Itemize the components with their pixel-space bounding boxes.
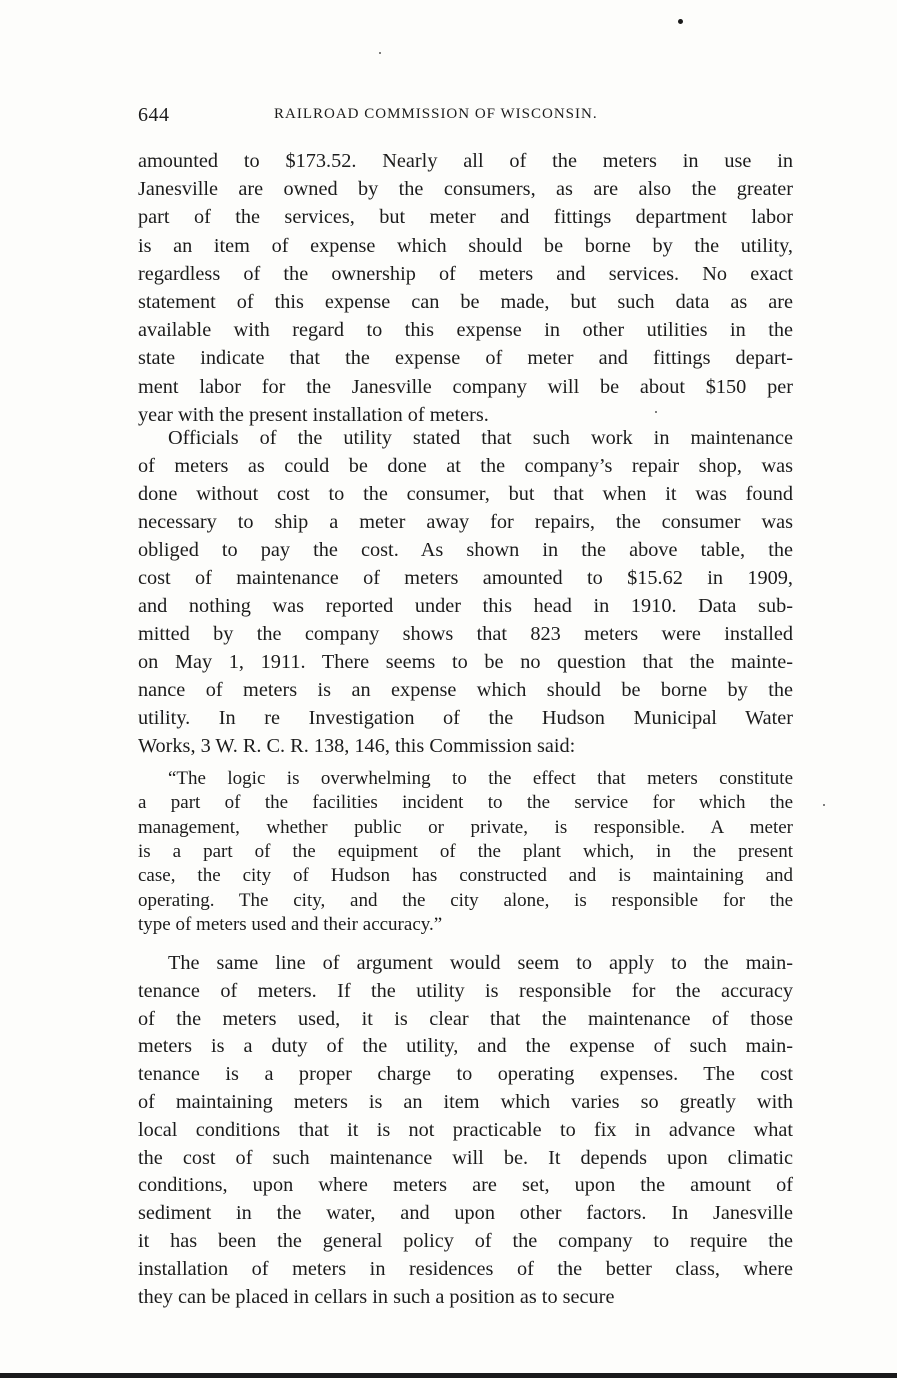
text-line: utility. In re Investigation of the Hudson Municipal Water bbox=[138, 707, 793, 729]
text-line: the cost of such maintenance will be. It depends upon climatic bbox=[138, 1146, 793, 1169]
text-line: year with the present installation of meters. bbox=[138, 403, 489, 426]
text-line: of maintaining meters is an item which varies so greatly with bbox=[138, 1091, 793, 1113]
text-line: Works, 3 W. R. C. R. 138, 146, this Commission said: bbox=[138, 735, 576, 757]
text-line: Janesville are owned by the consumers, as are also the greater bbox=[138, 178, 793, 201]
text-line: obliged to pay the cost. As shown in the above table, the bbox=[138, 539, 793, 561]
text-line: type of meters used and their accuracy.” bbox=[138, 913, 443, 935]
running-title: RAILROAD COMMISSION OF WISCONSIN. bbox=[274, 106, 598, 122]
paragraph bbox=[138, 952, 793, 1324]
text-line: sediment in the water, and upon other factors. In Janesville bbox=[138, 1202, 793, 1225]
scan-edge-line bbox=[0, 1373, 897, 1378]
text-line: amounted to $173.52. Nearly all of the meters in use in bbox=[138, 150, 793, 172]
text-line: of the meters used, it is clear that the maintenance of those bbox=[138, 1007, 793, 1030]
text-line: management, whether public or private, is responsible. A meter bbox=[138, 816, 793, 838]
page-header bbox=[138, 100, 798, 130]
text-line: a part of the facilities incident to the service for which the bbox=[138, 792, 793, 814]
ink-dot bbox=[678, 19, 683, 24]
text-line: The same line of argument would seem to apply to the main- bbox=[168, 952, 793, 974]
text-line: state indicate that the expense of meter and fittings depart- bbox=[138, 347, 793, 370]
block-quote bbox=[138, 768, 793, 949]
text-line: statement of this expense can be made, but such data as are bbox=[138, 291, 793, 313]
text-line: nance of meters is an expense which should be borne by the bbox=[138, 679, 793, 701]
text-line: operating. The city, and the city alone, is responsible for the bbox=[138, 889, 793, 911]
text-line: is an item of expense which should be borne by the utility, bbox=[138, 234, 793, 257]
text-line: is a part of the equipment of the plant which, in the present bbox=[138, 840, 793, 862]
text-line: mitted by the company shows that 823 meters were installed bbox=[138, 623, 793, 645]
text-line: tenance of meters. If the utility is responsible for the accuracy bbox=[138, 979, 793, 1002]
paragraph bbox=[138, 427, 793, 773]
text-line: and nothing was reported under this head in 1910. Data sub- bbox=[138, 595, 793, 617]
text-line: part of the services, but meter and fittings department labor bbox=[138, 206, 793, 229]
text-line: local conditions that it is not practicable to fix in advance what bbox=[138, 1118, 793, 1141]
ink-speck bbox=[379, 52, 381, 54]
text-line: tenance is a proper charge to operating expenses. The cost bbox=[138, 1063, 793, 1086]
text-line: available with regard to this expense in other utilities in the bbox=[138, 319, 793, 342]
paragraph bbox=[138, 150, 793, 442]
text-line: Officials of the utility stated that such work in maintenance bbox=[168, 427, 793, 449]
text-line: they can be placed in cellars in such a position as to secure bbox=[138, 1285, 615, 1308]
text-line: “The logic is overwhelming to the effect that meters constitute bbox=[168, 768, 793, 789]
text-line: ment labor for the Janesville company will be about $150 per bbox=[138, 375, 793, 398]
text-line: meters is a duty of the utility, and the expense of such main- bbox=[138, 1035, 793, 1058]
text-line: regardless of the ownership of meters and services. No exact bbox=[138, 262, 793, 285]
text-line: done without cost to the consumer, but that when it was found bbox=[138, 483, 793, 505]
text-line: of meters as could be done at the company’s repair shop, was bbox=[138, 455, 793, 477]
text-line: necessary to ship a meter away for repairs, the consumer was bbox=[138, 511, 793, 533]
text-line: conditions, upon where meters are set, upon the amount of bbox=[138, 1174, 793, 1197]
page-number: 644 bbox=[138, 104, 170, 126]
text-line: installation of meters in residences of the better class, where bbox=[138, 1257, 793, 1280]
text-line: case, the city of Hudson has constructed and is maintaining and bbox=[138, 865, 793, 887]
ink-speck bbox=[823, 804, 825, 806]
text-line: on May 1, 1911. There seems to be no question that the mainte- bbox=[138, 651, 793, 673]
text-line: it has been the general policy of the company to require the bbox=[138, 1230, 793, 1252]
text-line: cost of maintenance of meters amounted to $15.62 in 1909, bbox=[138, 567, 793, 589]
